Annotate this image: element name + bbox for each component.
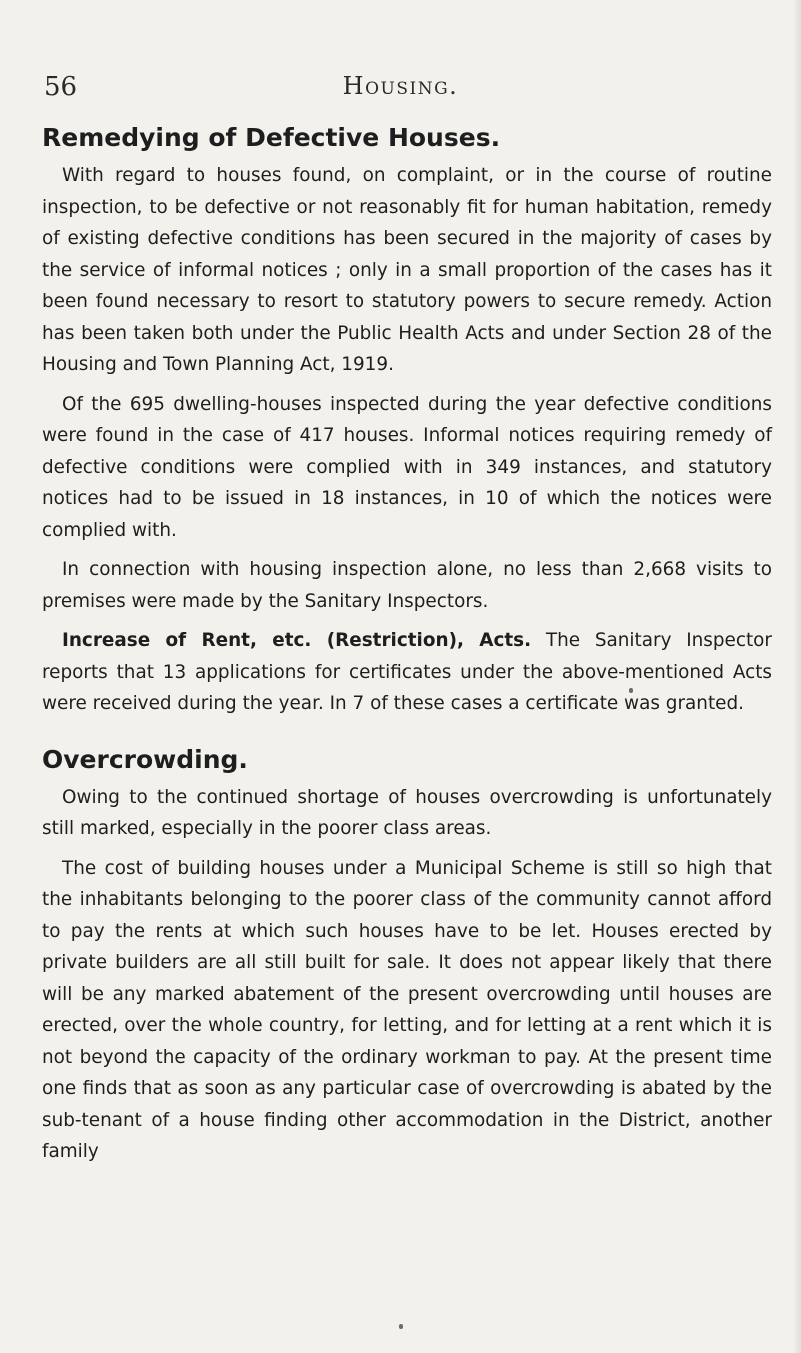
- print-speck: [399, 1324, 403, 1329]
- paragraph-remedying-1: With regard to houses found, on complaint, or in the course of routine inspection, to be defective or not reasonably fit for human habitation, remedy of existing defective conditions has been secured in the majority of cases by the service of informal notices ; only in a small proportion of the cases has it been found necessary to resort to statutory powers to secure remedy. Action has been taken both under the Public Health Acts and under Section 28 of the Housing and Town Planning Act, 1919.: [42, 165, 772, 375]
- page-body: [42, 122, 772, 1176]
- paragraph-overcrowding-2: The cost of building houses under a Municipal Scheme is still so high that the inhabitants belonging to the poorer class of the community cannot afford to pay the rents at which such houses have to be let. Houses erected by private builders are all still built for sale. It does not appear likely that there will be any marked abatement of the present overcrowding until houses are erected, over the whole country, for letting, and for letting at a rent which it is not beyond the capacity of the ordinary workman to pay. At the present time one finds that as soon as any particular case of overcrowding is abated by the sub-tenant of a house finding other accommodation in the District, another family: [42, 857, 772, 1162]
- paragraph-remedying-2: Of the 695 dwelling-houses inspected during the year defective conditions were found in the case of 417 houses. Informal notices requiring remedy of defective conditions were complied with in 349 instances, and statutory notices had to be issued in 18 instances, in 10 of which the notices were complied with.: [42, 393, 772, 541]
- rent-acts-text: The Sanitary Inspector reports that 13 applications for certificates under the above-mentioned Acts were received during the year. In 7 of these cases a certificate was granted.: [42, 630, 772, 714]
- section-heading-remedying: Remedying of Defective Houses.: [42, 123, 501, 152]
- print-speck: [629, 688, 633, 693]
- run-in-heading-rent-acts: Increase of Rent, etc. (Restriction), Acts.: [62, 630, 532, 651]
- section-heading-overcrowding: Overcrowding.: [42, 744, 248, 774]
- page-edge-shadow: [793, 0, 801, 1353]
- paragraph-remedying-3: In connection with housing inspection alone, no less than 2,668 visits to premises were made by the Sanitary Inspectors.: [42, 559, 772, 612]
- page-number: 56: [44, 72, 78, 102]
- paragraph-overcrowding-1: Owing to the continued shortage of houses overcrowding is unfortunately still marked, especially in the poorer class areas.: [42, 786, 772, 839]
- paragraph-rent-acts: [42, 625, 772, 720]
- running-title: Housing.: [342, 72, 459, 100]
